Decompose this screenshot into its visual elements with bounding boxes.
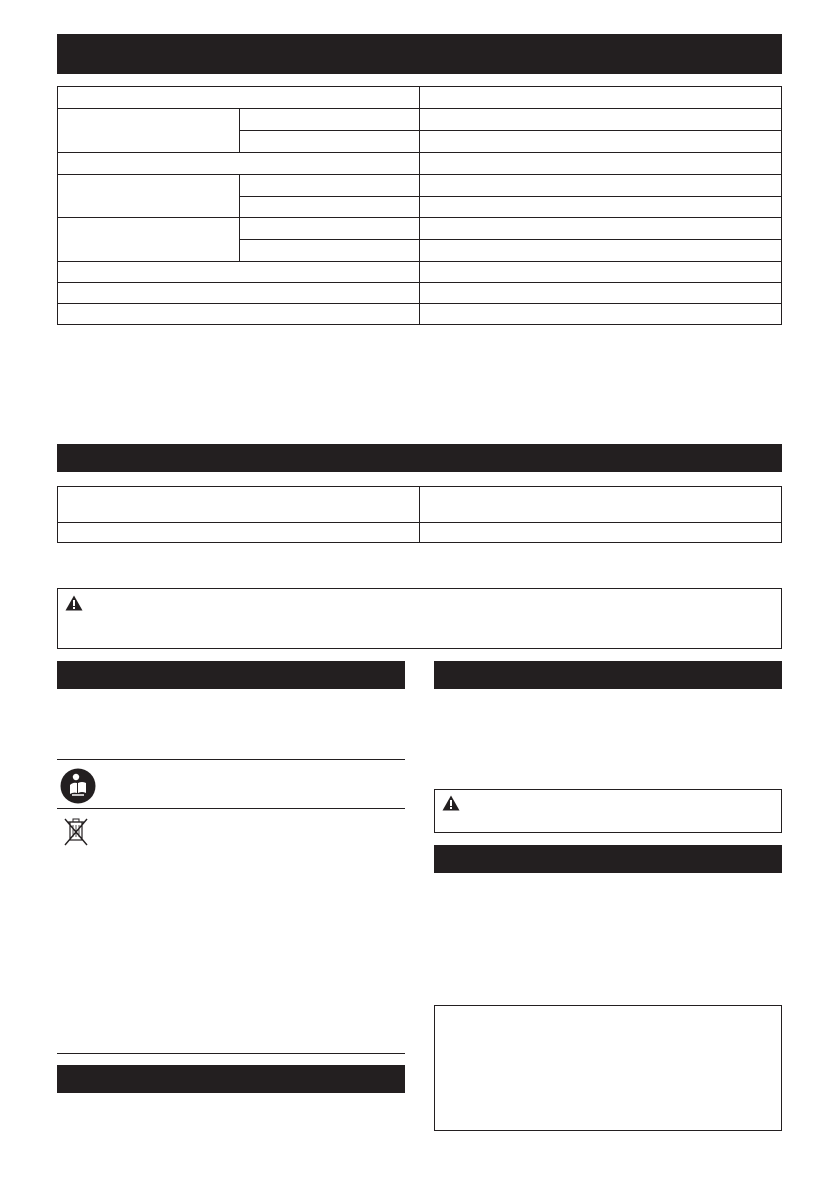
table-row-line: [239, 130, 781, 131]
symbols-header-bar: [57, 661, 405, 689]
table-row-line: [58, 217, 781, 218]
specifications-header-bar: [57, 34, 782, 74]
right-warning-box: [434, 789, 782, 833]
table-row-line: [58, 303, 781, 304]
crossed-bin-icon: [63, 817, 89, 847]
section-header-bar: [57, 444, 782, 472]
symbols-rule-middle: [57, 808, 405, 809]
table-row-line: [58, 261, 781, 262]
table-row-line: [239, 239, 781, 240]
symbols-rule-top: [57, 759, 405, 760]
table-row-line: [58, 282, 781, 283]
table-row-line: [58, 108, 781, 109]
table-column-divider: [419, 87, 420, 324]
right-info-box: [434, 1005, 782, 1131]
table-row-line: [58, 522, 781, 523]
left-section-header-bar: [57, 1065, 405, 1093]
secondary-table: [57, 486, 782, 543]
table-row-line: [239, 196, 781, 197]
right-header-bar-middle: [434, 845, 782, 873]
symbols-rule-bottom: [57, 1053, 405, 1054]
warning-triangle-icon: [442, 795, 460, 811]
table-column-divider: [419, 487, 420, 542]
warning-box: [57, 588, 782, 649]
table-row-line: [58, 174, 781, 175]
read-manual-icon: [60, 768, 96, 804]
warning-triangle-icon: [65, 595, 83, 611]
table-row-line: [58, 152, 781, 153]
specifications-table: [57, 86, 782, 325]
right-header-bar-top: [434, 661, 782, 689]
